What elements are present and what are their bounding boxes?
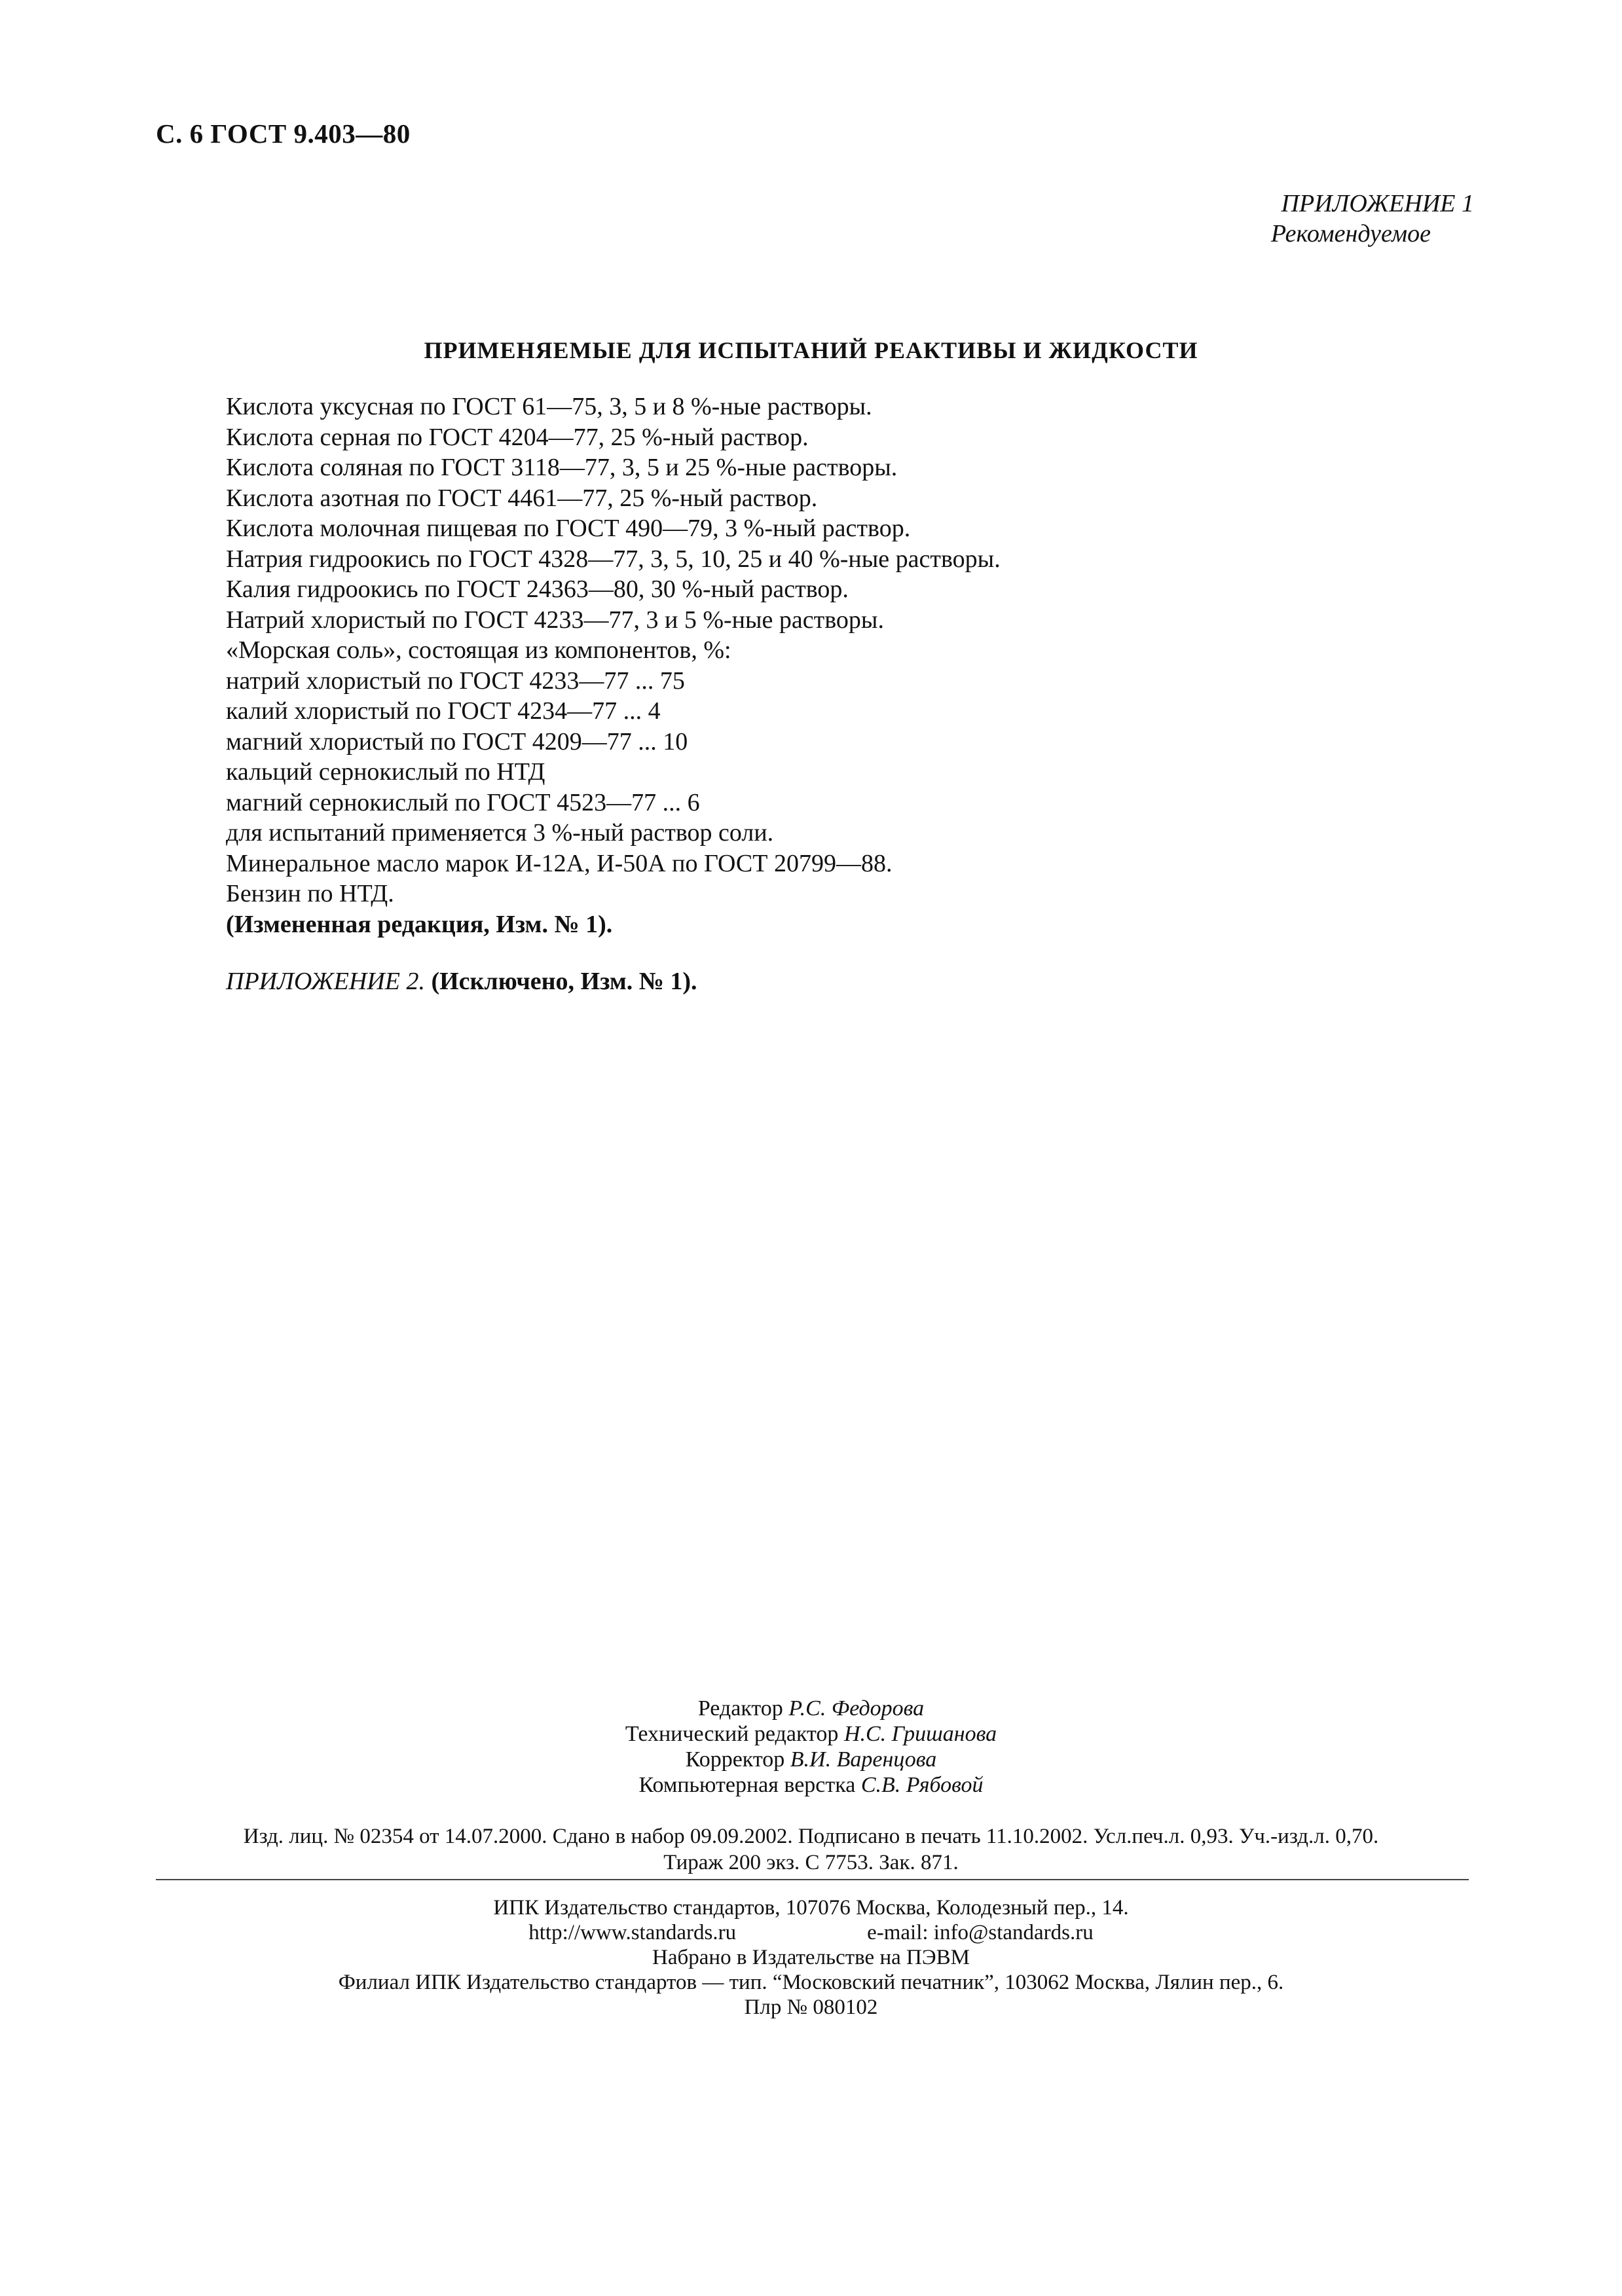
revision-note: (Измененная редакция, Изм. № 1).	[226, 910, 613, 938]
credit-role: Корректор	[685, 1747, 785, 1772]
publishing-line: Изд. лиц. № 02354 от 14.07.2000. Сдано в набор 09.09.2002. Подписано в печать 11.10.2002. Усл.печ.л. 0,93. Уч.-изд.л. 0,70.	[243, 1825, 1379, 1848]
list-item: для испытаний применяется 3 %-ный раствор соли.	[226, 819, 774, 847]
list-item: Кислота молочная пищевая по ГОСТ 490—79, 3 %-ный раствор.	[226, 515, 911, 542]
credits-block	[0, 1696, 1622, 1798]
list-item: Кислота азотная по ГОСТ 4461—77, 25 %-ный раствор.	[226, 484, 818, 512]
credit-name: С.В. Рябовой	[860, 1773, 984, 1797]
appendix-title: ПРИЛОЖЕНИЕ 1	[1281, 190, 1474, 217]
email-link[interactable]: e-mail: info@standards.ru	[867, 1921, 1094, 1944]
credit-line	[0, 1721, 1622, 1747]
contact-links	[0, 1920, 1622, 1945]
website-link[interactable]: http://www.standards.ru	[528, 1921, 737, 1944]
credit-line	[0, 1772, 1622, 1798]
list-item: магний хлористый по ГОСТ 4209—77 ... 10	[226, 727, 688, 756]
appendix-label	[1271, 189, 1474, 249]
list-item: калий хлористый по ГОСТ 4234—77 ... 4	[226, 697, 661, 725]
list-item: Минеральное масло марок И-12А, И-50А по ГОСТ 20799—88.	[226, 849, 893, 877]
list-item: натрий хлористый по ГОСТ 4233—77 ... 75	[226, 666, 685, 695]
appendix-status: Рекомендуемое	[1270, 220, 1431, 247]
list-item: Калия гидроокись по ГОСТ 24363—80, 30 %-ный раствор.	[226, 575, 849, 603]
list-item: Кислота соляная по ГОСТ 3118—77, 3, 5 и 25 %-ные растворы.	[226, 454, 898, 481]
list-item: Натрий хлористый по ГОСТ 4233—77, 3 и 5 %-ные растворы.	[226, 606, 884, 634]
credit-name: Н.С. Гришанова	[843, 1722, 997, 1746]
list-item: «Морская соль», состоящая из компонентов, %:	[226, 636, 731, 664]
credit-line	[0, 1696, 1622, 1721]
page-header: С. 6 ГОСТ 9.403—80	[156, 118, 411, 149]
footer-block	[0, 1895, 1622, 2020]
license-number: Плр № 080102	[744, 1995, 878, 2019]
list-item: Бензин по НТД.	[226, 880, 394, 907]
appendix2-label: ПРИЛОЖЕНИЕ 2.	[226, 968, 425, 995]
credit-line	[0, 1747, 1622, 1772]
credit-name: Р.С. Федорова	[788, 1696, 925, 1721]
list-item: Натрия гидроокись по ГОСТ 4328—77, 3, 5, 10, 25 и 40 %-ные растворы.	[226, 545, 1001, 573]
appendix2-line	[226, 967, 697, 996]
section-title: ПРИМЕНЯЕМЫЕ ДЛЯ ИСПЫТАНИЙ РЕАКТИВЫ И ЖИДКОСТИ	[424, 337, 1198, 363]
footer-divider	[156, 1879, 1469, 1880]
appendix2-note: (Исключено, Изм. № 1).	[431, 968, 697, 995]
credit-role: Технический редактор	[625, 1722, 839, 1746]
credit-role: Компьютерная верстка	[638, 1773, 856, 1797]
credit-role: Редактор	[697, 1696, 783, 1721]
publishing-info	[0, 1823, 1622, 1876]
reagents-list	[226, 392, 1001, 939]
list-item: Кислота серная по ГОСТ 4204—77, 25 %-ный раствор.	[226, 423, 809, 451]
credit-name: В.И. Варенцова	[790, 1747, 937, 1772]
publisher-address: ИПК Издательство стандартов, 107076 Москва, Колодезный пер., 14.	[493, 1896, 1129, 1920]
list-item: Кислота уксусная по ГОСТ 61—75, 3, 5 и 8 %-ные растворы.	[226, 393, 872, 420]
typeset-note: Набрано в Издательстве на ПЭВМ	[652, 1946, 970, 1969]
branch-address: Филиал ИПК Издательство стандартов — тип. “Московский печатник”, 103062 Москва, Лялин пер., 6.	[338, 1971, 1284, 1994]
publishing-line: Тираж 200 экз. С 7753. Зак. 871.	[663, 1851, 959, 1874]
list-item: магний сернокислый по ГОСТ 4523—77 ... 6	[226, 788, 700, 816]
list-item: кальций сернокислый по НТД	[226, 758, 545, 786]
